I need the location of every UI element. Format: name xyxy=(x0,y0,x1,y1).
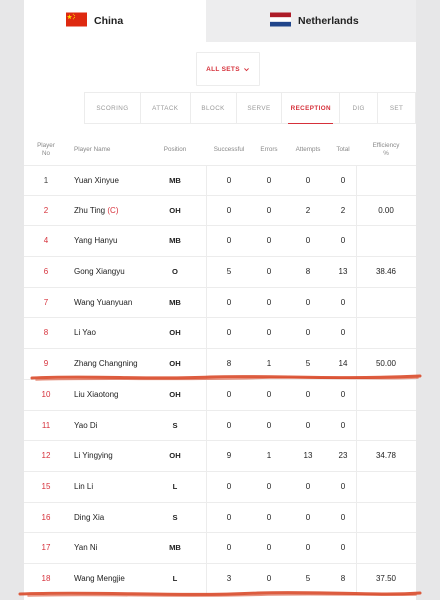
successful-value: 3 xyxy=(226,573,232,583)
player-number: 8 xyxy=(43,328,49,338)
total-value: 0 xyxy=(340,176,346,185)
table-row[interactable] xyxy=(24,503,416,534)
tab-dig[interactable]: DIG xyxy=(340,93,378,123)
successful-value: 0 xyxy=(226,328,232,338)
table-row[interactable] xyxy=(24,411,416,442)
errors-value: 0 xyxy=(266,573,272,583)
successful-value: 0 xyxy=(226,176,232,185)
attempts-value: 0 xyxy=(305,512,311,522)
table-row[interactable] xyxy=(24,441,416,472)
player-name-text: Li Yingying xyxy=(74,451,113,461)
tab-serve[interactable]: SERVE xyxy=(237,93,283,123)
efficiency-value xyxy=(366,411,406,441)
column-divider xyxy=(206,349,207,379)
column-divider xyxy=(356,380,357,410)
attempts-value: 0 xyxy=(305,328,311,338)
column-divider xyxy=(206,564,207,594)
efficiency-value xyxy=(366,166,406,196)
efficiency-value: 34.78 xyxy=(375,451,397,461)
efficiency-value xyxy=(366,472,406,502)
player-name-text: Zhang Changning xyxy=(74,359,138,369)
errors-value: 1 xyxy=(266,359,272,369)
player-number: 11 xyxy=(41,420,51,430)
player-name-text: Wang Yuanyuan xyxy=(74,297,133,307)
efficiency-value xyxy=(366,533,406,563)
column-divider xyxy=(356,441,357,471)
player-name-text: Li Yao xyxy=(74,328,96,338)
player-name-text: Yao Di xyxy=(74,420,98,430)
player-number: 4 xyxy=(43,236,49,246)
player-number: 2 xyxy=(43,205,49,215)
player-position: OH xyxy=(169,205,181,215)
player-position: OH xyxy=(169,359,181,369)
total-value: 0 xyxy=(340,512,346,522)
col-efficiency-line2: % xyxy=(383,150,389,157)
errors-value: 0 xyxy=(266,328,272,338)
attempts-value: 8 xyxy=(305,267,311,277)
player-number: 16 xyxy=(41,512,51,522)
col-position: Position xyxy=(163,146,187,153)
column-divider xyxy=(356,196,357,226)
away-team-name: Netherlands xyxy=(298,15,359,27)
col-efficiency-line1: Efficiency xyxy=(372,142,400,149)
column-divider xyxy=(356,503,357,533)
total-value: 0 xyxy=(340,543,346,553)
attempts-value: 13 xyxy=(303,451,313,461)
efficiency-value: 37.50 xyxy=(375,573,397,583)
errors-value: 0 xyxy=(266,205,272,215)
player-number: 6 xyxy=(43,267,49,277)
column-divider xyxy=(206,196,207,226)
china-flag-icon xyxy=(66,12,87,27)
attempts-value: 0 xyxy=(305,420,311,430)
player-position: OH xyxy=(169,389,181,399)
player-number: 10 xyxy=(41,389,51,399)
player-position: OH xyxy=(169,451,181,461)
attempts-value: 0 xyxy=(305,389,311,399)
total-value: 0 xyxy=(340,389,346,399)
attempts-value: 0 xyxy=(305,236,311,246)
col-errors: Errors xyxy=(260,146,278,153)
player-number: 9 xyxy=(43,359,49,369)
table-row[interactable] xyxy=(24,226,416,257)
player-name-text: Yan Ni xyxy=(74,543,98,553)
efficiency-value xyxy=(366,503,406,533)
attempts-value: 5 xyxy=(305,573,311,583)
player-name-text: Lin Li xyxy=(74,481,94,491)
attempts-value: 2 xyxy=(305,205,311,215)
col-attempts: Attempts xyxy=(295,146,321,153)
successful-value: 0 xyxy=(226,297,232,307)
errors-value: 0 xyxy=(266,297,272,307)
attempts-value: 5 xyxy=(305,359,311,369)
player-position: MB xyxy=(169,543,181,553)
player-position: MB xyxy=(169,176,181,185)
column-divider xyxy=(356,226,357,256)
player-position: MB xyxy=(169,297,181,307)
successful-value: 5 xyxy=(226,267,232,277)
player-name-text: Wang Mengjie xyxy=(74,573,125,583)
errors-value: 0 xyxy=(266,389,272,399)
column-divider xyxy=(206,411,207,441)
column-divider xyxy=(356,166,357,195)
successful-value: 0 xyxy=(226,543,232,553)
total-value: 0 xyxy=(340,481,346,491)
player-number: 18 xyxy=(41,573,51,583)
column-divider xyxy=(356,318,357,348)
player-table-body xyxy=(24,165,416,595)
home-team-name: China xyxy=(94,15,124,27)
table-header xyxy=(24,138,416,164)
successful-value: 0 xyxy=(226,481,232,491)
efficiency-value xyxy=(366,226,406,256)
total-value: 14 xyxy=(338,359,348,369)
table-row[interactable] xyxy=(24,349,416,380)
column-divider xyxy=(356,257,357,287)
attempts-value: 0 xyxy=(305,297,311,307)
attempts-value: 0 xyxy=(305,543,311,553)
table-row[interactable] xyxy=(24,165,416,196)
player-name-text: Ding Xia xyxy=(74,512,105,522)
efficiency-value xyxy=(366,380,406,410)
errors-value: 0 xyxy=(266,176,272,185)
col-player-name: Player Name xyxy=(74,146,111,153)
efficiency-value: 38.46 xyxy=(375,267,397,277)
column-divider xyxy=(356,411,357,441)
efficiency-value: 0.00 xyxy=(378,205,394,215)
player-position: S xyxy=(172,420,178,430)
table-row[interactable] xyxy=(24,472,416,503)
attempts-value: 0 xyxy=(305,481,311,491)
player-name-text: Yang Hanyu xyxy=(74,236,118,246)
column-divider xyxy=(206,503,207,533)
col-player-no-line1: Player xyxy=(37,142,55,149)
player-position: S xyxy=(172,512,178,522)
player-position: L xyxy=(172,481,178,491)
stat-category-tabs xyxy=(84,92,416,124)
player-number: 12 xyxy=(41,451,51,461)
errors-value: 0 xyxy=(266,481,272,491)
tab-set[interactable]: SET xyxy=(378,93,416,123)
col-player-no xyxy=(32,142,60,158)
column-divider xyxy=(356,288,357,318)
tab-reception[interactable]: RECEPTION xyxy=(282,93,340,123)
captain-badge: (C) xyxy=(107,205,119,215)
table-row[interactable] xyxy=(24,196,416,227)
errors-value: 0 xyxy=(266,512,272,522)
column-divider xyxy=(356,349,357,379)
tab-block[interactable]: BLOCK xyxy=(191,93,237,123)
column-divider xyxy=(356,533,357,563)
column-divider xyxy=(206,472,207,502)
tab-scoring[interactable]: SCORING xyxy=(85,93,141,123)
col-player-no-line2: No xyxy=(41,150,51,157)
successful-value: 9 xyxy=(226,451,232,461)
errors-value: 0 xyxy=(266,543,272,553)
sets-dropdown-label: ALL SETS xyxy=(206,65,240,73)
column-divider xyxy=(206,226,207,256)
table-row[interactable] xyxy=(24,380,416,411)
netherlands-flag-icon xyxy=(270,12,291,27)
sets-dropdown[interactable] xyxy=(196,52,260,86)
column-divider xyxy=(206,380,207,410)
player-position: O xyxy=(172,267,178,277)
player-name-text: Liu Xiaotong xyxy=(74,389,119,399)
player-number: 7 xyxy=(43,297,49,307)
column-divider xyxy=(356,472,357,502)
player-position: OH xyxy=(169,328,181,338)
col-successful: Successful xyxy=(213,146,245,153)
player-name-text: Zhu Ting xyxy=(74,205,106,215)
player-name-text: Yuan Xinyue xyxy=(74,176,119,185)
table-row[interactable] xyxy=(24,318,416,349)
successful-value: 8 xyxy=(226,359,232,369)
total-value: 23 xyxy=(338,451,348,461)
column-divider xyxy=(206,533,207,563)
total-value: 0 xyxy=(340,328,346,338)
efficiency-value xyxy=(366,318,406,348)
total-value: 0 xyxy=(340,236,346,246)
total-value: 13 xyxy=(338,267,348,277)
column-divider xyxy=(206,288,207,318)
errors-value: 0 xyxy=(266,236,272,246)
player-number: 17 xyxy=(41,543,51,553)
errors-value: 1 xyxy=(266,451,272,461)
player-name-text: Gong Xiangyu xyxy=(74,267,125,277)
player-position: MB xyxy=(169,236,181,246)
total-value: 0 xyxy=(340,420,346,430)
column-divider xyxy=(356,564,357,594)
total-value: 8 xyxy=(340,573,346,583)
total-value: 0 xyxy=(340,297,346,307)
column-divider xyxy=(206,441,207,471)
attempts-value: 0 xyxy=(305,176,311,185)
efficiency-value xyxy=(366,288,406,318)
col-total: Total xyxy=(336,146,350,153)
table-row[interactable] xyxy=(24,564,416,595)
tab-attack[interactable]: ATTACK xyxy=(141,93,191,123)
column-divider xyxy=(206,257,207,287)
successful-value: 0 xyxy=(226,205,232,215)
column-divider xyxy=(206,318,207,348)
chevron-down-icon xyxy=(243,66,250,73)
efficiency-value: 50.00 xyxy=(375,359,397,369)
successful-value: 0 xyxy=(226,236,232,246)
errors-value: 0 xyxy=(266,267,272,277)
successful-value: 0 xyxy=(226,512,232,522)
table-row[interactable] xyxy=(24,257,416,288)
player-number: 15 xyxy=(41,481,51,491)
player-number: 1 xyxy=(43,176,49,185)
errors-value: 0 xyxy=(266,420,272,430)
col-efficiency xyxy=(364,142,408,158)
successful-value: 0 xyxy=(226,420,232,430)
total-value: 2 xyxy=(340,205,346,215)
player-position: L xyxy=(172,573,178,583)
table-row[interactable] xyxy=(24,288,416,319)
table-row[interactable] xyxy=(24,533,416,564)
column-divider xyxy=(206,166,207,195)
successful-value: 0 xyxy=(226,389,232,399)
